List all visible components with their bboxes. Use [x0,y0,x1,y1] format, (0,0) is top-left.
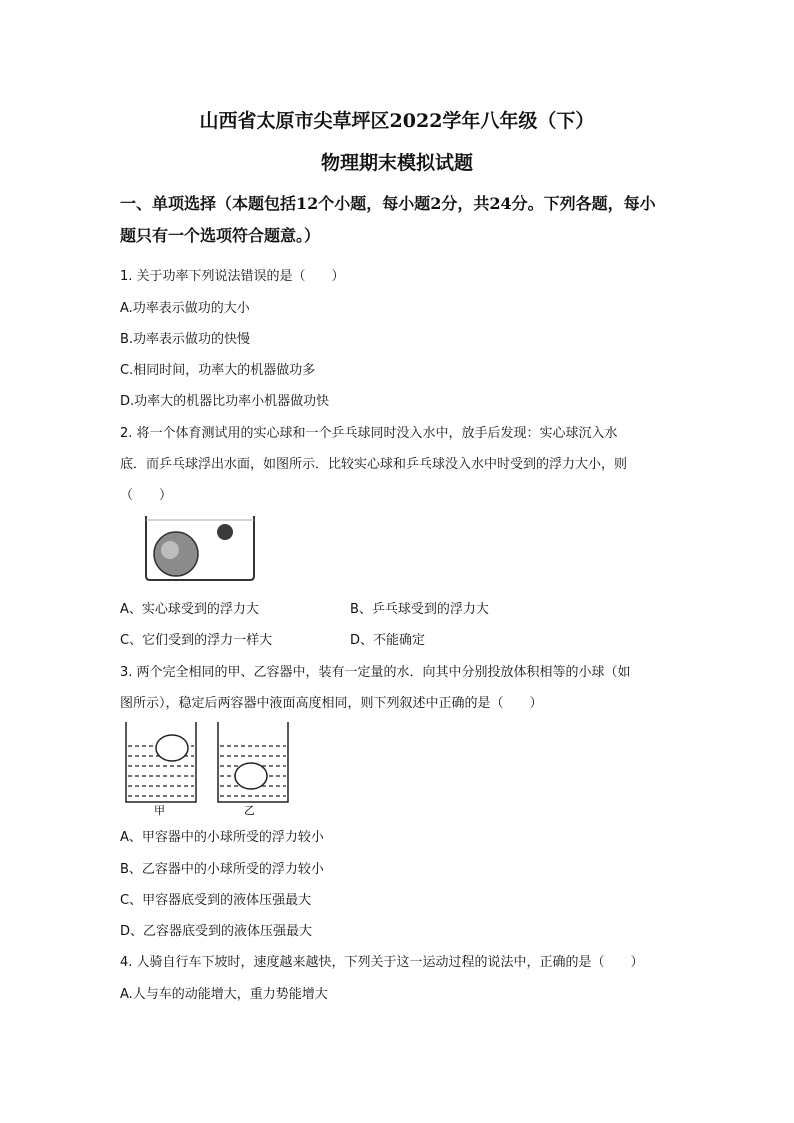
q2-figure-balls-in-water [140,514,260,584]
q3-option-c: C、甲容器底受到的液体压强最大 [120,893,312,908]
q4-option-a: A.人与车的动能增大，重力势能增大 [120,987,328,1002]
q2-stem-line3: （ ） [120,488,173,503]
q3-option-b: B、乙容器中的小球所受的浮力较小 [120,862,324,877]
q3-figure-two-containers [120,720,300,816]
ball-yi [235,763,267,789]
q1-option-b: B.功率表示做功的快慢 [120,332,251,347]
q2-option-c: C、它们受到的浮力一样大 [120,633,273,648]
q1-option-d: D.功率大的机器比功率小机器做功快 [120,394,330,409]
label-yi: 乙 [244,804,255,816]
section-heading-line2: 题只有一个选项符合题意。） [120,226,321,245]
ping-pong-ball [217,524,233,540]
q3-stem-line2: 图所示），稳定后两容器中液面高度相同，则下列叙述中正确的是（ ） [120,696,543,711]
section-heading-line1: 一、单项选择（本题包括12个小题，每小题2分，共24分。下列各题，每小 [120,194,656,213]
q1-stem: 1. 关于功率下列说法错误的是（ ） [120,269,345,284]
doc-title-line2: 物理期末模拟试题 [320,152,473,174]
q3-option-a: A、甲容器中的小球所受的浮力较小 [120,830,324,845]
q2-option-b: B、乒乓球受到的浮力大 [350,602,489,617]
ball-jia [156,735,188,761]
doc-title-line1: 山西省太原市尖草坪区2022学年八年级（下） [199,110,595,132]
q2-stem-line2: 底．而乒乓球浮出水面，如图所示．比较实心球和乒乓球没入水中时受到的浮力大小，则 [120,457,628,472]
label-jia: 甲 [154,804,165,816]
q3-stem-line1: 3. 两个完全相同的甲、乙容器中，装有一定量的水．向其中分别投放体积相等的小球（如 [120,665,631,680]
q1-option-c: C.相同时间，功率大的机器做功多 [120,363,316,378]
q2-option-d: D、不能确定 [350,633,426,648]
section-heading [120,188,680,252]
q4-stem: 4. 人骑自行车下坡时，速度越来越快，下列关于这一运动过程的说法中，正确的是（ ） [120,955,644,970]
q3-option-d: D、乙容器底受到的液体压强最大 [120,924,313,939]
q1-option-a: A.功率表示做功的大小 [120,301,250,316]
q2-option-a: A、实心球受到的浮力大 [120,602,259,617]
q2-stem-line1: 2. 将一个体育测试用的实心球和一个乒乓球同时没入水中，放手后发现：实心球沉入水 [120,426,618,441]
